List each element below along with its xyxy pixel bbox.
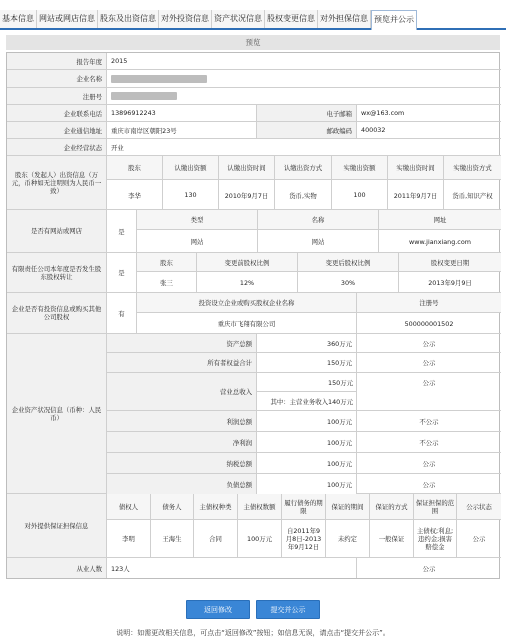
table-row — [107, 373, 501, 411]
investment-answer: 有 — [107, 293, 137, 333]
shareholder-cell: 2011年9月7日 — [388, 180, 444, 210]
shareholder-header: 实缴出资方式 — [444, 156, 501, 179]
status-value: 开业 — [111, 143, 124, 152]
transfer-section — [7, 253, 501, 293]
email-value: wx@163.com — [361, 109, 405, 117]
asset-item-publish: 公示 — [422, 359, 436, 367]
guarantee-section — [7, 494, 501, 558]
transfer-cell: 张三 — [137, 272, 197, 293]
section-title: 预览 — [6, 35, 500, 50]
investment-label: 企业是否有投资信息或购买其他公司股权 — [7, 293, 107, 333]
employees-label: 从业人数 — [7, 558, 107, 578]
report-year-value: 2015 — [111, 57, 128, 65]
asset-item-name: 资产总额 — [107, 334, 257, 352]
investment-header: 投资设立企业或购买股权企业名称 — [137, 293, 357, 312]
table-row — [107, 411, 501, 432]
shareholder-section — [7, 156, 501, 210]
asset-item-name: 负债总额 — [107, 474, 257, 494]
asset-item-value: 360万元 — [257, 334, 357, 352]
transfer-header: 股东 — [137, 253, 197, 271]
website-header: 类型 — [137, 210, 258, 229]
transfer-header: 股权变更日期 — [399, 253, 501, 271]
guarantee-header: 履行债务的期限 — [282, 494, 326, 519]
tab-bar — [0, 10, 506, 30]
asset-item-publish: 公示 — [422, 379, 436, 387]
tab-guarantee-info[interactable]: 对外担保信息 — [318, 10, 371, 28]
transfer-cell: 12% — [197, 272, 298, 293]
shareholder-header: 实缴出资时间 — [388, 156, 444, 179]
report-preview-table — [6, 52, 500, 579]
shareholder-header: 认缴出资额 — [163, 156, 219, 179]
main-revenue-value-cell — [257, 392, 357, 411]
shareholder-header: 股东 — [107, 156, 163, 179]
footer-note: 说明：如需更改相关信息，可点击“返回修改”按钮；如信息无误，请点击“提交并公示”。 — [116, 629, 390, 637]
tab-preview-publish[interactable]: 预览并公示 — [371, 10, 417, 30]
asset-item-name: 营业总收入 — [107, 373, 257, 410]
shareholder-cell: 李华 — [107, 180, 163, 210]
tab-assets-info[interactable]: 资产状况信息 — [212, 10, 265, 28]
website-cell: 网站 — [258, 230, 379, 253]
status-label: 企业经营状态 — [7, 139, 107, 155]
guarantee-header: 债务人 — [151, 494, 194, 519]
table-row — [107, 432, 501, 453]
guarantee-header: 公示状态 — [457, 494, 501, 519]
tab-website-info[interactable]: 网站或网店信息 — [37, 10, 98, 28]
table-row — [107, 334, 501, 353]
reg-no-value — [107, 88, 501, 104]
guarantee-header: 保证的方式 — [370, 494, 414, 519]
redacted-reg-no — [111, 92, 177, 100]
guarantee-label: 对外提供保证担保信息 — [7, 494, 107, 557]
company-name-value — [107, 70, 501, 87]
guarantee-header: 债权人 — [107, 494, 151, 519]
guarantee-cell: 自2011年9月8日-2013年9月12日 — [282, 520, 326, 558]
shareholder-header: 认缴出资时间 — [219, 156, 275, 179]
asset-subitem-value: 140万元 — [328, 398, 353, 406]
website-header: 名称 — [258, 210, 379, 229]
asset-item-value: 100万元 — [257, 411, 357, 431]
guarantee-cell: 未约定 — [326, 520, 370, 558]
transfer-header: 变更后股权比例 — [298, 253, 399, 271]
shareholder-cell: 130 — [163, 180, 219, 210]
guarantee-cell: 主债权;利息;违约金;损害赔偿金 — [414, 520, 457, 558]
redacted-company-name — [111, 75, 207, 83]
table-row — [107, 353, 501, 373]
asset-item-publish: 公示 — [422, 480, 436, 489]
asset-item-value: 150万元 — [257, 373, 357, 392]
guarantee-header: 保证的期间 — [326, 494, 370, 519]
assets-label: 企业资产状况信息（币种：人民币） — [7, 334, 107, 493]
tab-basic-info[interactable]: 基本信息 — [0, 10, 37, 28]
asset-item-publish: 不公示 — [419, 438, 439, 447]
website-url[interactable]: www.jianxiang.com — [409, 237, 471, 246]
asset-item-value: 100万元 — [257, 474, 357, 494]
table-row — [7, 122, 501, 139]
transfer-header: 变更前股权比例 — [197, 253, 298, 271]
asset-item-publish: 不公示 — [419, 417, 439, 426]
guarantee-cell: 合同 — [194, 520, 238, 558]
investment-header: 注册号 — [357, 293, 501, 312]
shareholder-cell: 货币,知识产权 — [452, 191, 493, 200]
asset-item-publish: 公示 — [422, 339, 436, 348]
reg-no-label: 注册号 — [7, 88, 107, 104]
asset-item-publish: 公示 — [422, 459, 436, 468]
email-label: 电子邮箱 — [257, 105, 357, 121]
submit-publish-button[interactable]: 提交并公示 — [256, 600, 320, 619]
table-row — [7, 139, 501, 156]
employees-row — [7, 558, 501, 578]
shareholder-cell: 2010年9月7日 — [219, 180, 275, 210]
guarantee-header: 保证担保的范围 — [414, 494, 457, 519]
table-row — [7, 70, 501, 88]
address-value: 重庆市南岸区朝阳23号 — [107, 122, 257, 138]
website-label: 是否有网站或网店 — [7, 210, 107, 252]
asset-item-value: 150万元 — [257, 353, 357, 372]
guarantee-cell: 100万元 — [238, 520, 282, 558]
employees-publish: 公示 — [422, 564, 436, 573]
guarantee-header: 主债权数额 — [238, 494, 282, 519]
table-row — [7, 53, 501, 70]
guarantee-cell: 一般保证 — [370, 520, 414, 558]
investment-section — [7, 293, 501, 334]
website-answer: 是 — [107, 210, 137, 252]
employees-value: 123人 — [107, 558, 357, 578]
guarantee-cell: 李明 — [107, 520, 151, 558]
asset-item-name: 净利润 — [107, 432, 257, 452]
shareholder-cell: 货币,实物 — [275, 180, 332, 210]
investment-cell: 500000001502 — [404, 319, 454, 328]
guarantee-header: 主债权种类 — [194, 494, 238, 519]
table-row — [7, 105, 501, 122]
zip-value: 400032 — [361, 126, 386, 134]
asset-item-name: 所有者权益合计 — [107, 353, 257, 372]
table-row — [7, 88, 501, 105]
shareholder-header: 实缴出资额 — [332, 156, 388, 179]
website-cell: 网站 — [137, 230, 258, 253]
transfer-label: 有限责任公司本年度是否发生股东股权转让 — [7, 253, 107, 292]
guarantee-cell: 王海生 — [151, 520, 194, 558]
tab-equity-change-info[interactable]: 股权变更信息 — [265, 10, 318, 28]
asset-item-name: 纳税总额 — [107, 453, 257, 473]
phone-label: 企业联系电话 — [7, 105, 107, 121]
shareholder-label: 股东（发起人）出资信息（万元，币种如无注明则为人民币一致） — [7, 156, 107, 209]
guarantee-cell: 公示 — [472, 535, 486, 543]
tab-shareholder-info[interactable]: 股东及出资信息 — [98, 10, 159, 28]
website-section — [7, 210, 501, 253]
website-header: 网址 — [379, 210, 501, 229]
asset-item-value: 100万元 — [257, 453, 357, 473]
transfer-cell: 30% — [298, 272, 399, 293]
company-name-label: 企业名称 — [7, 70, 107, 87]
return-edit-button[interactable]: 返回修改 — [186, 600, 250, 619]
report-year-label: 报告年度 — [7, 53, 107, 69]
assets-section — [7, 334, 501, 494]
address-label: 企业通信地址 — [7, 122, 107, 138]
shareholder-header: 认缴出资方式 — [275, 156, 332, 179]
table-row — [107, 474, 501, 494]
table-row — [107, 453, 501, 474]
transfer-answer: 是 — [107, 253, 137, 292]
asset-item-value: 100万元 — [257, 432, 357, 452]
phone-value: 13896912243 — [107, 105, 257, 121]
investment-cell: 重庆市飞翔有限公司 — [137, 313, 357, 334]
asset-subitem-name: 其中：主营业务收入 — [270, 398, 329, 406]
tab-investment-info[interactable]: 对外投资信息 — [159, 10, 212, 28]
transfer-cell: 2013年9月9日 — [428, 279, 472, 287]
zip-label: 邮政编码 — [257, 122, 357, 138]
shareholder-cell: 100 — [332, 180, 388, 210]
asset-item-name: 利润总额 — [107, 411, 257, 431]
